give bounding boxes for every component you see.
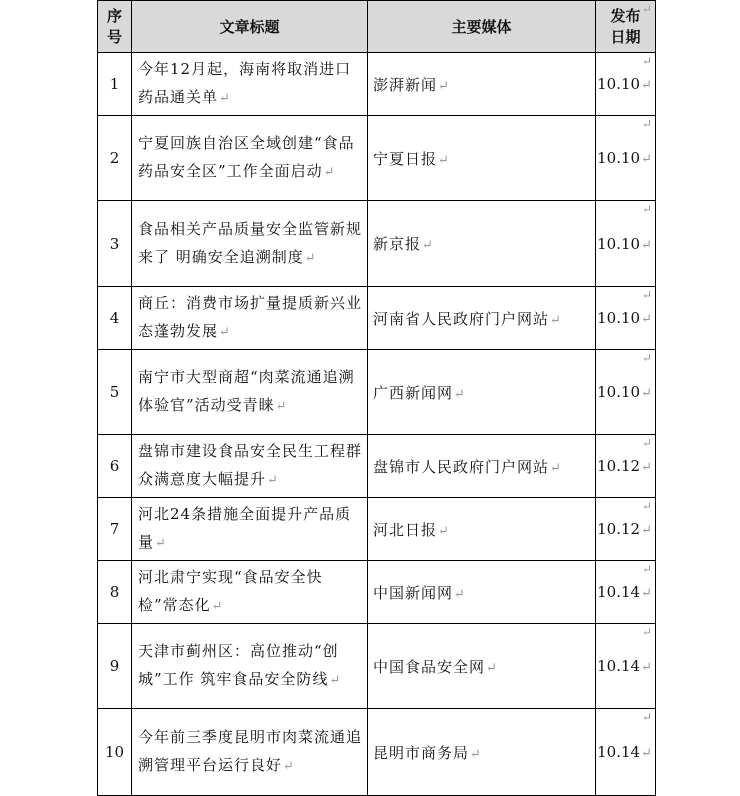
paragraph-mark-icon: ↵ (219, 325, 231, 340)
table-row (98, 561, 656, 624)
row-no-text: 6 (109, 457, 120, 475)
row-title-text: 河北24条措施全面提升产品质量 (138, 505, 352, 551)
paragraph-mark-icon: ↵ (641, 746, 652, 761)
paragraph-mark-icon: ↵ (641, 460, 652, 475)
row-end-mark-icon: ↵ (641, 499, 652, 513)
row-end-mark-icon: ↵ (641, 562, 652, 576)
row-title-text: 天津市蓟州区：高位推动“创城”工作 筑牢食品安全防线 (138, 642, 339, 688)
row-date-text: 10.14 (597, 657, 641, 675)
row-media-text: 河北日报 (373, 520, 438, 539)
row-no-text: 9 (109, 657, 120, 675)
header-no-line2: 号 (106, 27, 122, 46)
table-body (98, 53, 656, 796)
paragraph-mark-icon: ↵ (641, 78, 652, 93)
header-row (98, 1, 656, 53)
row-no-text: 7 (109, 520, 120, 538)
row-media-text: 盘锦市人民政府门户网站 (373, 457, 550, 476)
row-no (98, 201, 132, 287)
table-row (98, 350, 656, 435)
row-no (98, 287, 132, 350)
row-media-text: 广西新闻网 (373, 383, 454, 402)
row-title-text: 今年12月起，海南将取消进口药品通关单 (138, 60, 352, 106)
header-date-line2: 日期 (610, 27, 641, 46)
paragraph-mark-icon: ↵ (283, 759, 295, 774)
row-no-text: 2 (109, 149, 120, 167)
row-title (132, 624, 368, 709)
row-date-text: 10.10 (597, 75, 641, 93)
row-no (98, 53, 132, 116)
row-no-text: 3 (109, 234, 120, 253)
paragraph-mark-icon: ↵ (641, 586, 652, 601)
paragraph-mark-icon: ↵ (641, 523, 652, 538)
row-media-text: 新京报 (373, 235, 422, 253)
row-media (368, 201, 596, 287)
row-date-text: 10.14 (597, 743, 641, 761)
paragraph-mark-icon: ↵ (641, 386, 652, 401)
paragraph-mark-icon: ↵ (470, 746, 482, 762)
table-row (98, 287, 656, 350)
row-end-mark-icon: ↵ (641, 351, 652, 365)
row-title (132, 498, 368, 561)
row-media (368, 709, 596, 796)
row-date-text: 10.12 (597, 457, 641, 475)
document-page (97, 0, 656, 796)
paragraph-mark-icon: ↵ (641, 152, 652, 167)
row-date-text: 10.10 (597, 383, 641, 401)
row-media (368, 435, 596, 498)
header-no-line1: 序 (106, 6, 122, 25)
paragraph-mark-icon: ↵ (267, 473, 279, 488)
row-media-text: 中国新闻网 (373, 583, 454, 602)
row-media (368, 287, 596, 350)
row-title (132, 287, 368, 350)
paragraph-mark-icon: ↵ (438, 152, 450, 168)
row-no (98, 435, 132, 498)
row-title (132, 350, 368, 435)
row-media-text: 澎湃新闻 (373, 75, 438, 94)
row-end-mark-icon: ↵ (641, 117, 652, 131)
paragraph-mark-icon: ↵ (641, 660, 652, 675)
paragraph-mark-icon: ↵ (323, 165, 336, 180)
row-no (98, 561, 132, 624)
row-title (132, 435, 368, 498)
table-row (98, 116, 656, 201)
table-row (98, 201, 656, 287)
table-row (98, 53, 656, 116)
row-title-text: 今年前三季度昆明市肉菜流通追溯管理平台运行良好 (138, 728, 363, 774)
row-date-text: 10.10 (597, 234, 641, 253)
paragraph-mark-icon: ↵ (454, 386, 466, 402)
news-table (97, 0, 656, 796)
row-title-text: 宁夏回族自治区全域创建“食品药品安全区”工作全面启动 (138, 134, 355, 180)
table-row (98, 709, 656, 796)
paragraph-mark-icon: ↵ (438, 78, 450, 94)
row-no (98, 350, 132, 435)
paragraph-mark-icon: ↵ (454, 586, 466, 602)
row-end-mark-icon: ↵ (641, 54, 652, 68)
paragraph-mark-icon: ↵ (304, 250, 317, 266)
header-no (98, 1, 132, 53)
row-media (368, 116, 596, 201)
paragraph-mark-icon: ↵ (550, 312, 562, 328)
row-title-text: 盘锦市建设食品安全民生工程群众满意度大幅提升 (138, 442, 363, 488)
row-no-text: 5 (109, 383, 120, 401)
header-date-line1: 发布 (610, 6, 641, 25)
row-media-text: 河南省人民政府门户网站 (373, 309, 550, 328)
row-date-text: 10.12 (597, 520, 641, 538)
paragraph-mark-icon: ↵ (155, 536, 167, 551)
header-media: 主要媒体 (368, 1, 596, 53)
row-end-mark-icon: ↵ (641, 202, 652, 216)
row-date-text: 10.10 (597, 149, 641, 167)
row-no-text: 4 (109, 309, 120, 327)
row-no-text: 10 (104, 743, 125, 761)
paragraph-mark-icon: ↵ (641, 237, 652, 253)
row-no-text: 1 (109, 75, 120, 93)
paragraph-mark-icon: ↵ (211, 599, 224, 614)
row-no (98, 116, 132, 201)
table-row (98, 624, 656, 709)
paragraph-mark-icon: ↵ (486, 660, 498, 676)
row-date-text: 10.14 (597, 583, 641, 601)
row-title (132, 53, 368, 116)
row-end-mark-icon: ↵ (641, 625, 652, 639)
paragraph-mark-icon: ↵ (422, 238, 434, 253)
row-title-text: 河北肃宁实现“食品安全快检”常态化 (138, 568, 323, 614)
paragraph-mark-icon: ↵ (438, 523, 450, 539)
row-media (368, 350, 596, 435)
row-end-mark-icon: ↵ (641, 436, 652, 450)
row-title (132, 709, 368, 796)
paragraph-mark-icon: ↵ (275, 399, 288, 414)
table-row (98, 498, 656, 561)
row-end-mark-icon: ↵ (641, 288, 652, 302)
paragraph-mark-icon: ↵ (219, 91, 231, 106)
paragraph-mark-icon: ↵ (641, 312, 652, 327)
row-end-mark-icon: ↵ (641, 2, 652, 16)
row-no (98, 498, 132, 561)
row-media (368, 498, 596, 561)
row-title (132, 116, 368, 201)
row-title-text: 商丘：消费市场扩量提质新兴业态蓬勃发展 (138, 294, 363, 340)
row-media-text: 昆明市商务局 (373, 743, 470, 762)
row-media (368, 624, 596, 709)
row-title-text: 食品相关产品质量安全监管新规来了 明确安全追溯制度 (138, 219, 363, 266)
paragraph-mark-icon: ↵ (329, 673, 342, 688)
row-title (132, 561, 368, 624)
table-row (98, 435, 656, 498)
row-date-text: 10.10 (597, 309, 641, 327)
row-media-text: 中国食品安全网 (373, 657, 486, 676)
row-end-mark-icon: ↵ (641, 710, 652, 724)
paragraph-mark-icon: ↵ (550, 460, 562, 476)
row-title (132, 201, 368, 287)
header-title: 文章标题 (132, 1, 368, 53)
row-no-text: 8 (109, 583, 120, 601)
row-no (98, 709, 132, 796)
row-title-text: 南宁市大型商超“肉菜流通追溯体验官”活动受青睐 (138, 368, 355, 414)
row-no (98, 624, 132, 709)
row-media-text: 宁夏日报 (373, 149, 438, 168)
row-media (368, 53, 596, 116)
row-media (368, 561, 596, 624)
